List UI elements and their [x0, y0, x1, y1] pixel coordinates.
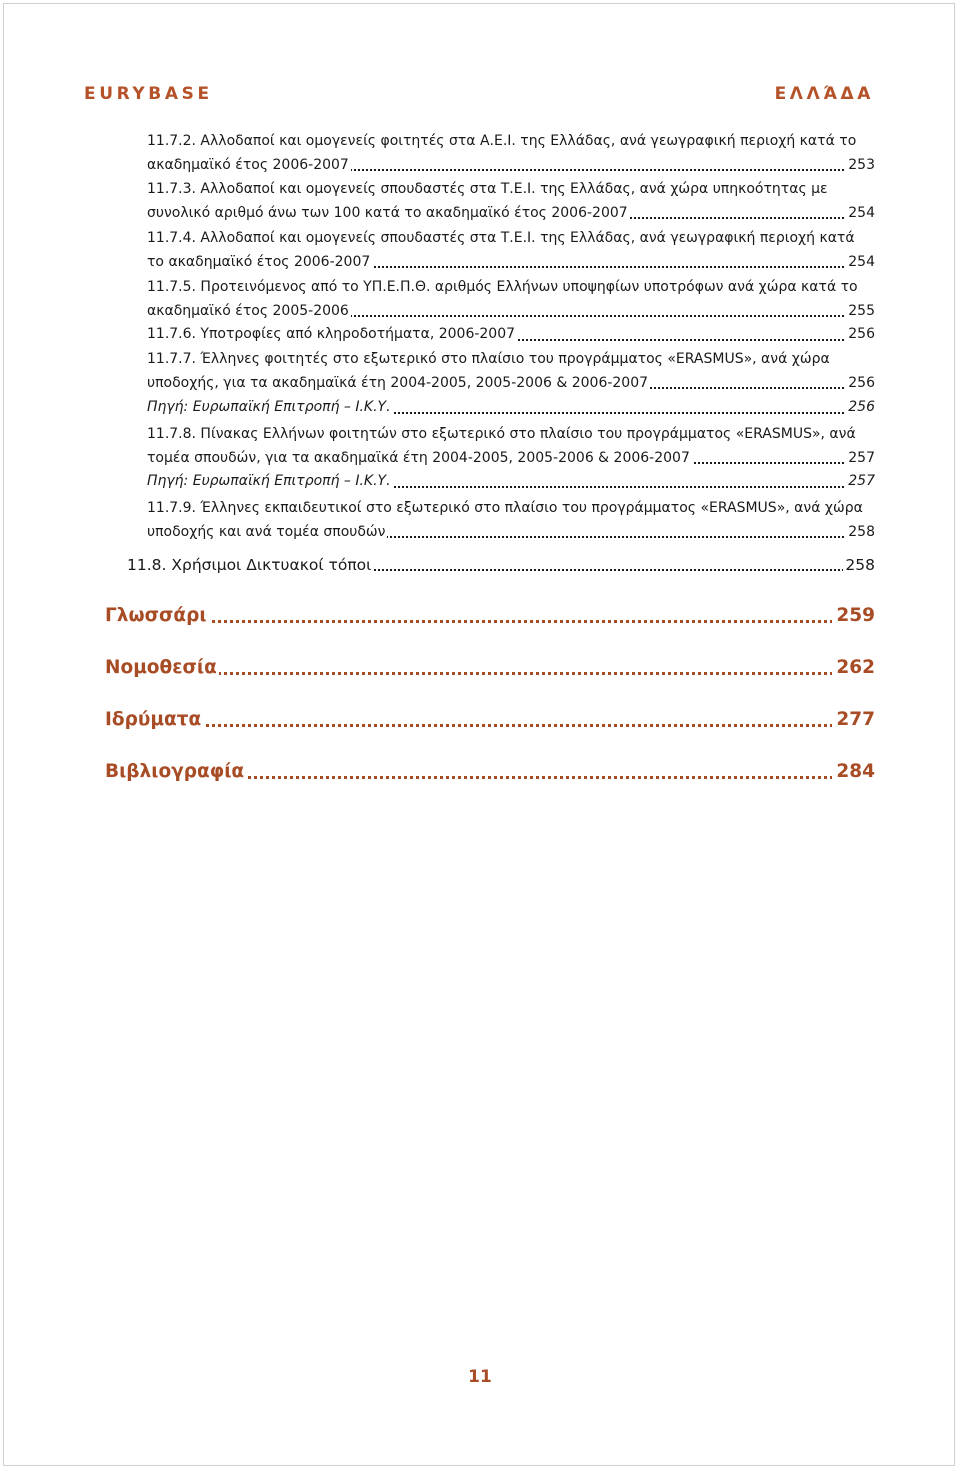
- toc-chapter-text: Νομοθεσία: [105, 657, 217, 678]
- running-header: [84, 84, 874, 108]
- toc-entry-text: ακαδημαϊκό έτος 2006-2007: [147, 156, 349, 173]
- toc-chapter-text: Γλωσσάρι: [105, 605, 207, 626]
- toc-section-text: 11.8. Χρήσιμοι Δικτυακοί τόποι: [127, 556, 372, 574]
- toc-entry-text: Πηγή: Ευρωπαϊκή Επιτροπή – Ι.Κ.Υ.: [147, 473, 391, 489]
- header-brand: EURYBASE: [84, 84, 213, 104]
- toc-entry-text: 11.7.5. Προτεινόμενος από το ΥΠ.Ε.Π.Θ. αριθμός Ελλήνων υποψηφίων υποτρόφων ανά χώρα κατά το: [147, 279, 858, 295]
- toc-entry[interactable]: [147, 178, 875, 225]
- toc-entry-text: υποδοχής, για τα ακαδημαϊκά έτη 2004-2005, 2005-2006 & 2006-2007: [147, 374, 649, 391]
- toc-entry-text: Πηγή: Ευρωπαϊκή Επιτροπή – Ι.Κ.Υ.: [147, 399, 391, 415]
- toc-entry-text: 11.7.4. Αλλοδαποί και ομογενείς σπουδαστές στα Τ.Ε.Ι. της Ελλάδας, ανά γεωγραφική περιοχή κατά: [147, 230, 855, 246]
- toc-chapter-page: 284: [832, 757, 875, 787]
- toc-entry-page: 254: [846, 202, 875, 226]
- toc-chapter-text: Βιβλιογραφία: [105, 761, 245, 782]
- toc-entry-page: 257: [846, 447, 875, 471]
- toc-entry[interactable]: [147, 423, 875, 470]
- toc-chapter-page: 277: [832, 705, 875, 735]
- toc-entry-page: 255: [846, 300, 875, 324]
- toc-chapter-text: Ιδρύματα: [105, 709, 202, 730]
- toc-entry-page: 258: [846, 521, 875, 545]
- toc-section-entry[interactable]: [127, 552, 875, 578]
- toc-entry[interactable]: [147, 348, 875, 395]
- toc-entry-text: 11.7.3. Αλλοδαποί και ομογενείς σπουδαστές στα Τ.Ε.Ι. της Ελλάδας, ανά χώρα υπηκοότητας με: [147, 181, 828, 197]
- toc-entry-text: το ακαδημαϊκό έτος 2006-2007: [147, 253, 371, 270]
- toc-chapter-page: 259: [832, 601, 875, 631]
- toc-entry-text: 11.7.7. Έλληνες φοιτητές στο εξωτερικό στο πλαίσιο του προγράμματος «ERASMUS», ανά χώρα: [147, 351, 830, 367]
- toc-entry-page: 256: [846, 396, 875, 420]
- toc-chapter-entry[interactable]: [105, 601, 875, 631]
- toc-entry[interactable]: [147, 323, 875, 347]
- toc-entry-text: 11.7.2. Αλλοδαποί και ομογενείς φοιτητές στα Α.Ε.Ι. της Ελλάδας, ανά γεωγραφική περιοχή κατά το: [147, 133, 857, 149]
- toc-entry-text: 11.7.9. Έλληνες εκπαιδευτικοί στο εξωτερικό στο πλαίσιο του προγράμματος «ERASMUS», ανά χώρα: [147, 500, 863, 516]
- toc-entry-page: 253: [846, 154, 875, 178]
- toc-entry-page: 257: [846, 470, 875, 494]
- toc-entry-text: υποδοχής και ανά τομέα σπουδών: [147, 523, 386, 540]
- toc-entry-page: 256: [846, 323, 875, 347]
- toc-entry-text: 11.7.6. Υποτροφίες από κληροδοτήματα, 2006-2007: [147, 326, 516, 342]
- toc-entry[interactable]: [147, 470, 875, 494]
- page-number: 11: [468, 1367, 492, 1387]
- toc-entry-page: 254: [846, 251, 875, 275]
- toc-chapter-entry[interactable]: [105, 705, 875, 735]
- toc-entry-text: ακαδημαϊκό έτος 2005-2006: [147, 302, 349, 319]
- toc-entry[interactable]: [147, 227, 875, 274]
- toc-entry[interactable]: [147, 497, 875, 544]
- toc-entry[interactable]: [147, 130, 875, 177]
- header-country: ΕΛΛΆΔΑ: [774, 84, 874, 104]
- toc-chapter-entry[interactable]: [105, 653, 875, 683]
- toc-entry-text: 11.7.8. Πίνακας Ελλήνων φοιτητών στο εξωτερικό στο πλαίσιο του προγράμματος «ERASMUS», ανά: [147, 426, 856, 442]
- toc-entry[interactable]: [147, 396, 875, 420]
- toc-chapter-entry[interactable]: [105, 757, 875, 787]
- toc-entry[interactable]: [147, 276, 875, 323]
- toc-entry-page: 256: [846, 372, 875, 396]
- toc-entry-text: τομέα σπουδών, για τα ακαδημαϊκά έτη 2004-2005, 2005-2006 & 2006-2007: [147, 449, 690, 466]
- toc-entry-text: συνολικό αριθμό άνω των 100 κατά το ακαδημαϊκό έτος 2006-2007: [147, 204, 628, 221]
- toc-chapter-page: 262: [832, 653, 875, 683]
- toc-section-page: 258: [843, 552, 875, 578]
